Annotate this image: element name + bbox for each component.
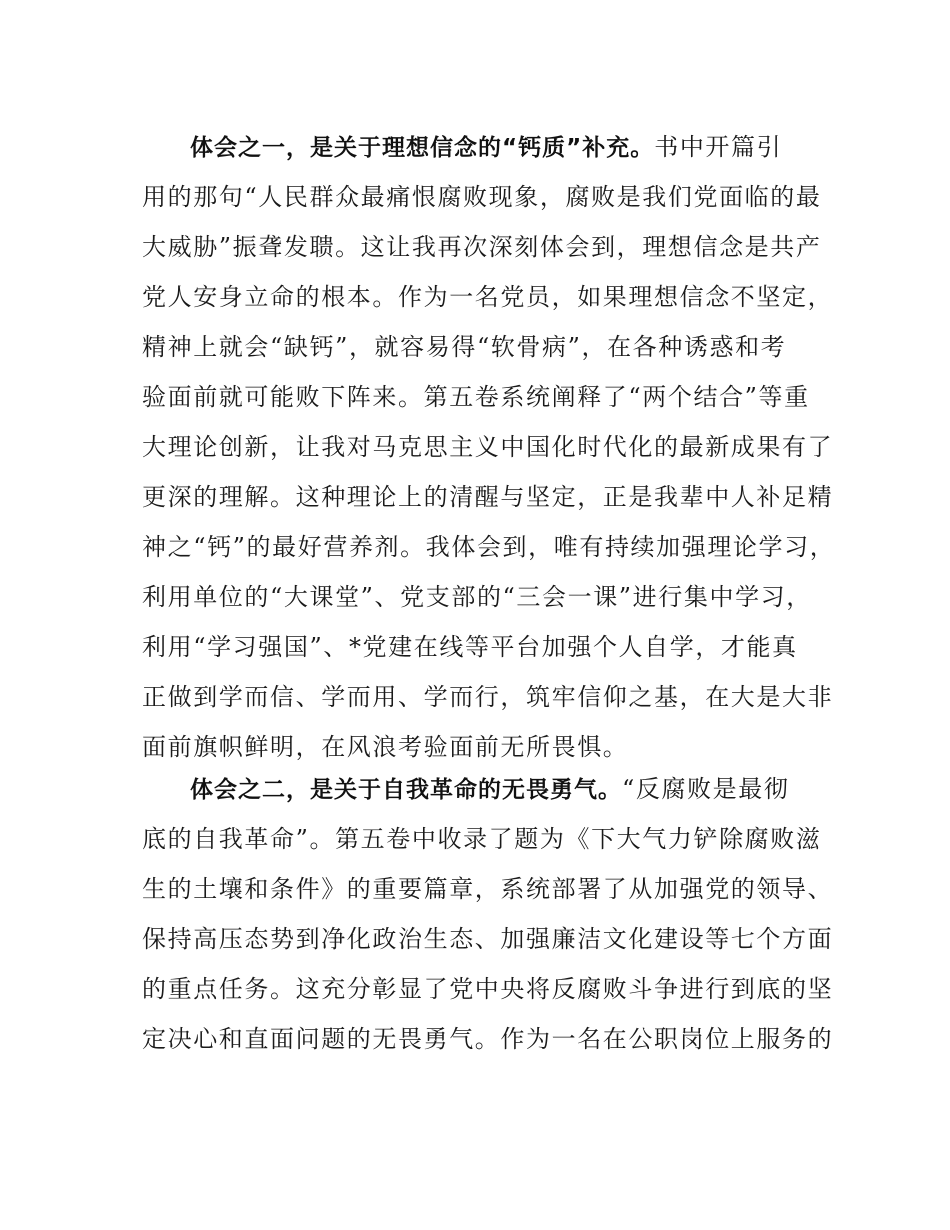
paragraph-line: 更深的理解。这种理论上的清醒与坚定，正是我辈中人补足精 (142, 483, 834, 511)
paragraph-line: 大威胁”振聋发聩。这让我再次深刻体会到，理想信念是共产 (142, 233, 822, 261)
paragraph-line: 正做到学而信、学而用、学而行，筑牢信仰之基，在大是大非 (142, 683, 834, 711)
paragraph-text: 书中开篇引 (654, 133, 783, 161)
paragraph-heading: 体会之二，是关于自我革命的无畏勇气。 (190, 777, 622, 803)
paragraph-line: 用的那句“人民群众最痛恨腐败现象，腐败是我们党面临的最 (142, 183, 822, 211)
paragraph-line: 精神上就会“缺钙”，就容易得“软骨病”，在各种诱惑和考 (142, 333, 787, 361)
paragraph-line: 保持高压态势到净化政治生态、加强廉洁文化建设等七个方面 (142, 925, 834, 953)
paragraph-line: 生的土壤和条件》的重要篇章，系统部署了从加强党的领导、 (142, 875, 834, 903)
paragraph-line: 利用单位的“大课堂”、党支部的“三会一课”进行集中学习， (142, 583, 812, 611)
paragraph-line: 底的自我革命”。第五卷中收录了题为《下大气力铲除腐败滋 (142, 825, 822, 853)
paragraph-line: 定决心和直面问题的无畏勇气。作为一名在公职岗位上服务的 (142, 1025, 834, 1053)
paragraph-1 (142, 122, 836, 772)
paragraph-line: 的重点任务。这充分彰显了党中央将反腐败斗争进行到底的坚 (142, 975, 834, 1003)
paragraph-line: 党人安身立命的根本。作为一名党员，如果理想信念不坚定， (142, 283, 834, 311)
paragraph-line (142, 122, 822, 172)
paragraph-line (142, 764, 822, 814)
paragraph-2 (142, 764, 834, 1064)
paragraph-line: 面前旗帜鲜明，在风浪考验面前无所畏惧。 (142, 733, 629, 761)
paragraph-line: 大理论创新，让我对马克思主义中国化时代化的最新成果有了 (142, 433, 834, 461)
paragraph-text: “反腐败是最彻 (622, 775, 790, 803)
paragraph-heading: 体会之一，是关于理想信念的“钙质”补充。 (190, 135, 655, 161)
paragraph-line: 利用“学习强国”、*党建在线等平台加强个人自学，才能真 (142, 633, 798, 661)
paragraph-line: 神之“钙”的最好营养剂。我体会到，唯有持续加强理论学习， (142, 533, 836, 561)
paragraph-line: 验面前就可能败下阵来。第五卷系统阐释了“两个结合”等重 (142, 383, 810, 411)
